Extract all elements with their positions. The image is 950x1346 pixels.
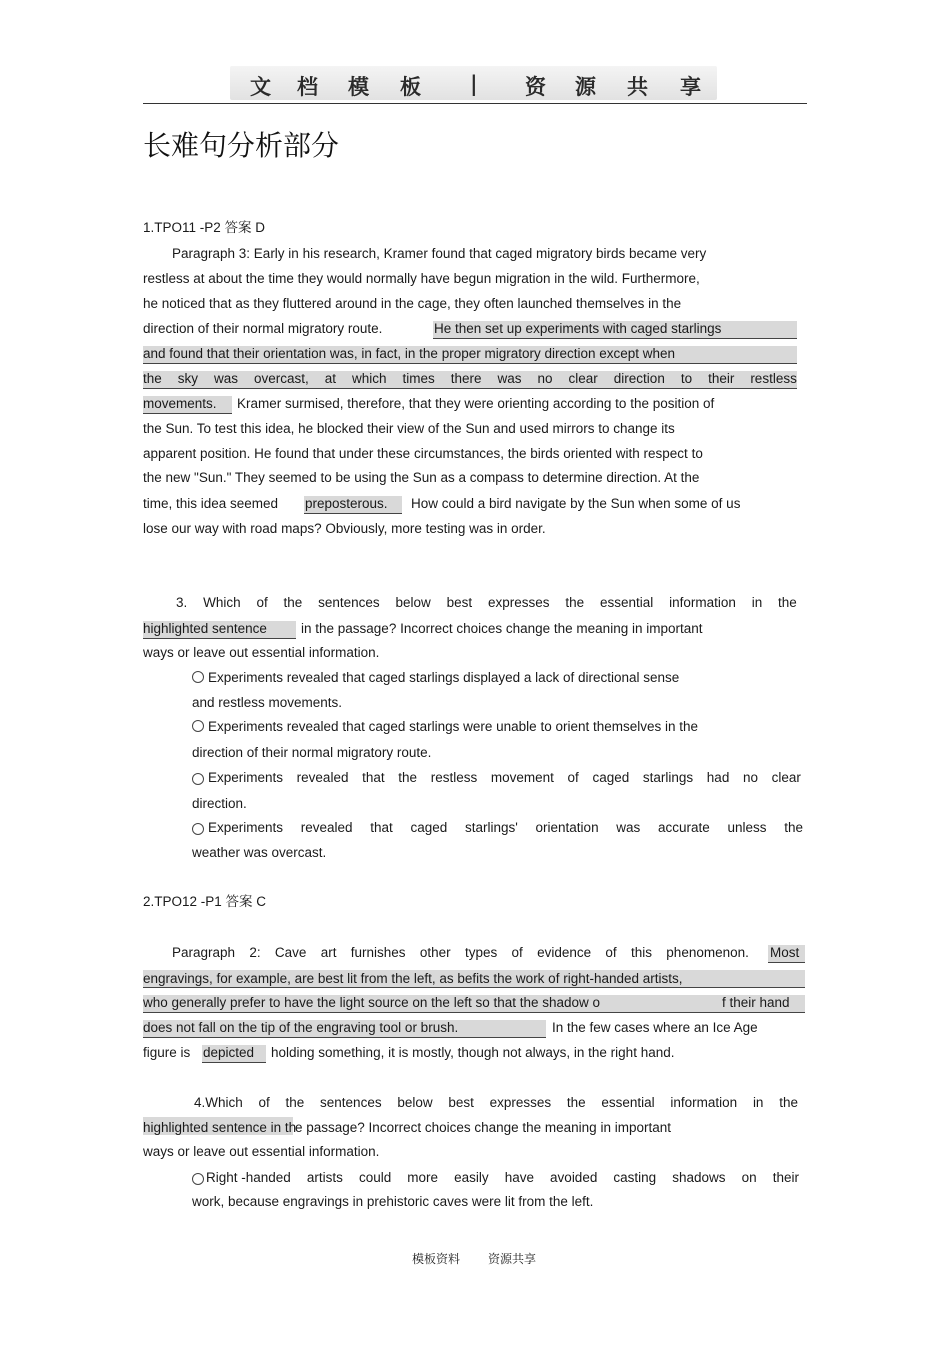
q1-highlight-justified (143, 369, 797, 389)
question-word: expresses (489, 1095, 552, 1110)
question-word: sentences (318, 595, 380, 610)
q1-highlight-word: preposterous. (305, 496, 388, 511)
justified-word: direction (613, 371, 665, 386)
justified-word: which (352, 371, 387, 386)
q1-para-line: restless at about the time they would normally have begun migration in the wild. Furthermore, (143, 271, 700, 286)
q1-option-4[interactable] (192, 818, 803, 838)
q2-para-line (172, 943, 749, 963)
question-word: in (752, 1095, 764, 1110)
q2-highlight-text: f their hand (722, 995, 790, 1010)
q2-highlight-text: engravings, for example, are best lit from the left, as befits the work of right-handed artists, (143, 971, 683, 986)
banner-char: 共 (627, 74, 648, 99)
option-word: could (358, 1170, 392, 1185)
question-word: Which (203, 595, 241, 610)
question-word: of (256, 595, 268, 610)
question-word: of (258, 1095, 270, 1110)
q1-question-line (176, 593, 797, 613)
header-rule (143, 103, 807, 104)
question-word: expresses (487, 595, 550, 610)
q1-option-4-cont: weather was overcast. (192, 845, 327, 860)
radio-button[interactable] (192, 671, 204, 683)
q1-para-line: direction of their normal migratory route. (143, 321, 383, 336)
question-word: 3. (176, 595, 188, 610)
option-word: more (407, 1170, 439, 1185)
q2-highlight-word: depicted (203, 1045, 255, 1060)
footer-left: 模板资料 (412, 1252, 461, 1266)
question-word: information (669, 595, 736, 610)
option-word: Right -handed (206, 1170, 291, 1185)
banner-char: 板 (400, 74, 421, 99)
paragraph-word: this (630, 945, 652, 960)
question-word: essential (601, 1095, 655, 1110)
justified-word: at (324, 371, 337, 386)
q2-highlight-word: Most (770, 945, 800, 960)
q1-option-3-cont: direction. (192, 796, 247, 811)
question-word: the (779, 1095, 798, 1110)
q1-para-line: Paragraph 3: Early in his research, Kramer found that caged migratory birds became very (172, 246, 707, 261)
option-word: shadows (672, 1170, 726, 1185)
option-word: accurate (658, 820, 710, 835)
paragraph-word: types (464, 945, 498, 960)
justified-word: to (680, 371, 693, 386)
option-word: caged (592, 770, 630, 785)
option-word: Experiments (208, 770, 284, 785)
q1-para-line: he noticed that as they fluttered around in the cage, they often launched themselves in the (143, 296, 682, 311)
q2-para-line: In the few cases where an Ice Age (552, 1020, 758, 1035)
paragraph-word: Cave (274, 945, 307, 960)
q2-question-highlight: highlighted sentence in th (143, 1120, 297, 1135)
q2-question-text: ways or leave out essential information. (143, 1144, 380, 1159)
option-word: movement (490, 770, 554, 785)
q2-para-line: holding something, it is mostly, though not always, in the right hand. (271, 1045, 675, 1060)
option-word: starlings (642, 770, 694, 785)
paragraph-word: evidence (537, 945, 592, 960)
q1-option-2-cont: direction of their normal migratory route. (192, 745, 432, 760)
question-word: the (285, 1095, 305, 1110)
option-word: on (741, 1170, 757, 1185)
question-word: the (778, 595, 797, 610)
paragraph-word: phenomenon. (666, 945, 749, 960)
question-word: the (566, 1095, 586, 1110)
footer-right: 资源共享 (488, 1252, 537, 1266)
option-word: restless (430, 770, 478, 785)
q1-para-line: Kramer surmised, therefore, that they were orienting according to the position of (237, 396, 715, 411)
paragraph-word: other (419, 945, 451, 960)
q1-option-1[interactable]: Experiments revealed that caged starlings displayed a lack of directional sense (192, 668, 679, 688)
q2-question-line (194, 1093, 798, 1113)
q1-para-line: lose our way with road maps? Obviously, more testing was in order. (143, 521, 546, 536)
q1-question-text: ways or leave out essential information. (143, 645, 380, 660)
question-word: sentences (320, 1095, 382, 1110)
option-word: the (398, 770, 418, 785)
question-word: in (751, 595, 763, 610)
paragraph-word: 2: (249, 945, 261, 960)
q2-question-text: e passage? Incorrect choices change the meaning in important (295, 1120, 671, 1135)
q1-para-line: apparent position. He found that under these circumstances, the birds oriented with respect to (143, 446, 703, 461)
question-word: best (446, 595, 473, 610)
justified-word: clear (568, 371, 598, 386)
page-title: 长难句分析部分 (143, 129, 340, 162)
option-word: orientation (535, 820, 599, 835)
question-word: 4.Which (194, 1095, 243, 1110)
question-word: the (565, 595, 585, 610)
option-word: was (616, 820, 641, 835)
banner-char: 档 (297, 74, 318, 99)
radio-button[interactable] (192, 720, 204, 732)
question-word: the (283, 595, 303, 610)
q1-highlight-text: movements. (143, 396, 217, 411)
q1-option-2[interactable]: Experiments revealed that caged starlings were unable to orient themselves in the (192, 717, 698, 737)
option-word: starlings' (464, 820, 518, 835)
q1-highlight-text: He then set up experiments with caged starlings (434, 321, 722, 336)
option-word: easily (454, 1170, 489, 1185)
justified-word: their (708, 371, 735, 386)
banner-divider: | (470, 71, 478, 96)
option-word: revealed (296, 770, 349, 785)
q2-option-1[interactable] (192, 1168, 799, 1188)
option-word: caged (410, 820, 448, 835)
paragraph-word: of (605, 945, 617, 960)
option-word: Experiments (208, 820, 284, 835)
option-word: no (742, 770, 758, 785)
q1-question-text: in the passage? Incorrect choices change the meaning in important (301, 621, 703, 636)
q1-highlight-text: and found that their orientation was, in fact, in the proper migratory direction except when (143, 346, 676, 361)
question-word: essential (599, 595, 654, 610)
option-word: the (784, 820, 803, 835)
paragraph-word: Paragraph (172, 945, 236, 960)
q2-highlight-text: does not fall on the tip of the engraving tool or brush. (143, 1020, 459, 1035)
option-word: that (362, 770, 385, 785)
justified-word: times (402, 371, 435, 386)
q2-option-1-cont: work, because engravings in prehistoric caves were lit from the left. (192, 1194, 594, 1209)
option-word: unless (727, 820, 767, 835)
paragraph-word: of (511, 945, 523, 960)
option-word: avoided (550, 1170, 598, 1185)
q2-para-line: figure is (143, 1045, 191, 1060)
justified-word: the (143, 371, 162, 386)
option-word: artists (306, 1170, 343, 1185)
q1-para-line: How could a bird navigate by the Sun when some of us (411, 496, 741, 511)
paragraph-word: art (320, 945, 337, 960)
question-word: best (448, 1095, 474, 1110)
justified-word: restless (750, 371, 797, 386)
justified-word: was (497, 371, 522, 386)
q2-highlight-text: who generally prefer to have the light source on the left so that the shadow o (143, 995, 601, 1010)
justified-word: was (214, 371, 239, 386)
option-word: had (706, 770, 730, 785)
question-word: information (670, 1095, 738, 1110)
option-word: clear (771, 770, 801, 785)
banner-char: 模 (348, 74, 369, 99)
q1-option-1-cont: and restless movements. (192, 695, 343, 710)
banner-char: 享 (680, 74, 701, 99)
option-word: that (370, 820, 393, 835)
option-word: of (567, 770, 579, 785)
justified-word: overcast, (254, 371, 309, 386)
q1-para-line: the new "Sun." They seemed to be using the Sun as a compass to determine direction. At the (143, 470, 700, 485)
option-word: have (504, 1170, 534, 1185)
q1-para-line: the Sun. To test this idea, he blocked their view of the Sun and used mirrors to change its (143, 421, 675, 436)
radio-button[interactable] (192, 823, 204, 835)
paragraph-word: furnishes (350, 945, 406, 960)
justified-word: no (537, 371, 553, 386)
option-word: their (772, 1170, 799, 1185)
q1-question-highlight: highlighted sentence (143, 621, 267, 636)
radio-button[interactable] (192, 1173, 204, 1185)
banner-char: 资 (525, 74, 546, 99)
question-word: below (395, 595, 431, 610)
justified-word: there (450, 371, 482, 386)
option-word: revealed (300, 820, 353, 835)
banner-char: 文 (250, 74, 271, 99)
header-banner (230, 66, 717, 100)
q2-label: 2.TPO12 -P1 答案 C (143, 894, 267, 909)
radio-button[interactable] (192, 773, 204, 785)
question-word: below (397, 1095, 433, 1110)
option-word: casting (613, 1170, 657, 1185)
justified-word: sky (177, 371, 199, 386)
banner-char: 源 (575, 74, 596, 99)
q1-label: 1.TPO11 -P2 答案 D (143, 220, 266, 235)
q1-option-3[interactable] (192, 768, 801, 788)
q1-para-line: time, this idea seemed (143, 496, 279, 511)
